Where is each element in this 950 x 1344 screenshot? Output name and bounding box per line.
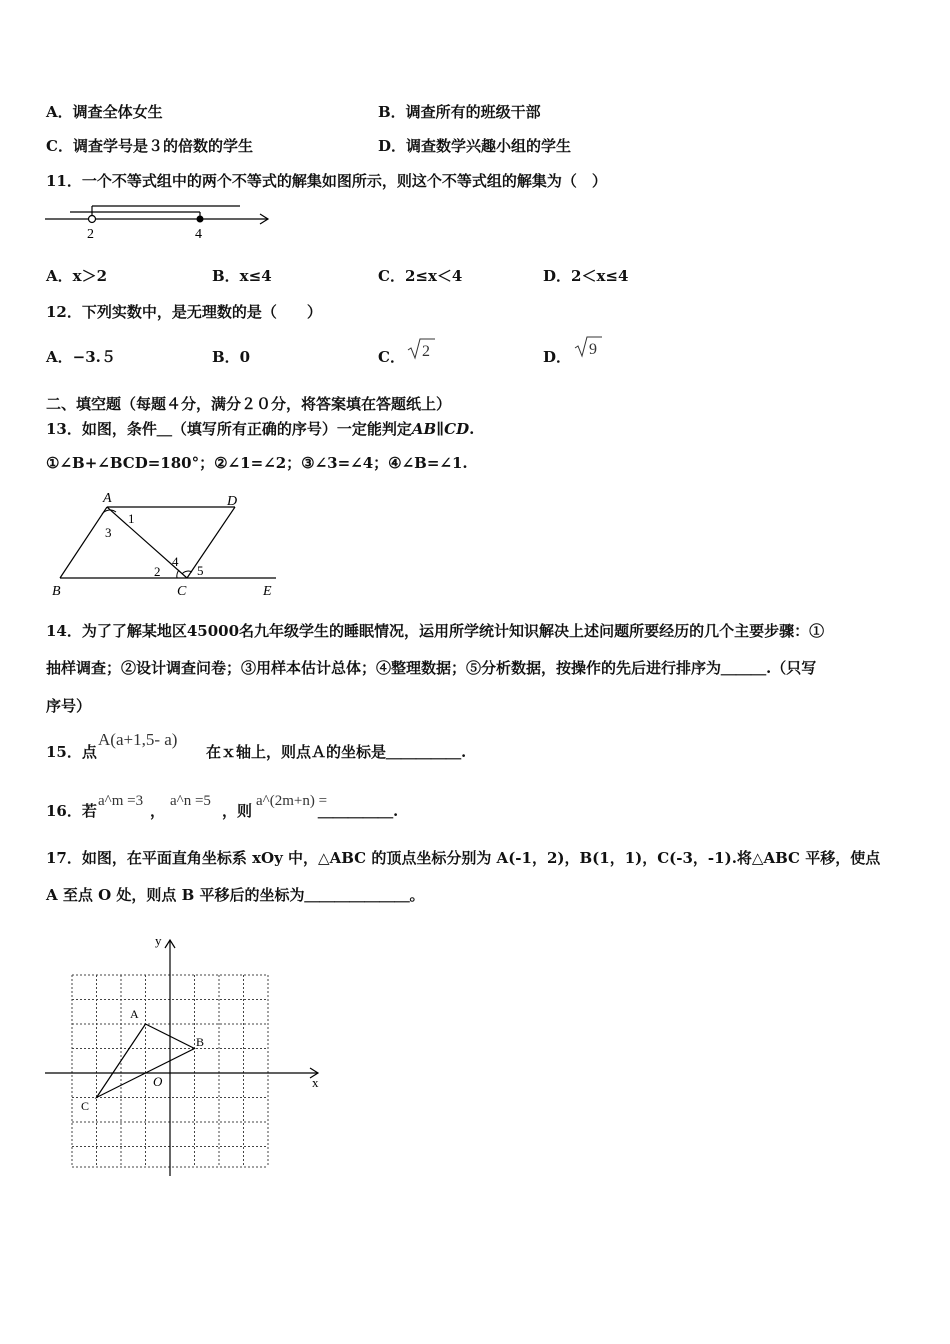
q11-option-c: C．2≤x＜4 (378, 267, 463, 285)
q12-option-d-label: D． (543, 348, 572, 366)
label-A: A (130, 1007, 139, 1021)
q12-stem: 12．下列实数中，是无理数的是（ ） (46, 303, 322, 321)
svg-text:2: 2 (422, 343, 430, 360)
q12-option-a: A．−3.５ (46, 348, 116, 366)
y-axis-label: y (155, 933, 162, 948)
label-B: B (196, 1035, 205, 1049)
q16-expr-3: a^(2m+n) = (256, 793, 328, 809)
q17-coordinate-grid (40, 928, 330, 1180)
label-2: 2 (87, 227, 94, 242)
svg-text:9: 9 (589, 341, 597, 358)
q11-stem: 11．一个不等式组中的两个不等式的解集如图所示，则这个不等式组的解集为（ ） (46, 172, 607, 190)
label-A: A (103, 491, 112, 506)
q14-line-2: 抽样调查；②设计调查问卷；③用样本估计总体；④整理数据；⑤分析数据，按操作的先后进行排序为＿＿＿.（只写 (46, 659, 817, 677)
label-D: D (227, 494, 238, 509)
q15-post: 在ｘ轴上，则点Ａ的坐标是＿＿＿＿＿. (206, 743, 467, 761)
q11-option-a: A．x＞2 (46, 267, 108, 285)
q13-stem: 13．如图，条件＿（填写所有正确的序号）一定能判定AB∥CD. (46, 420, 475, 438)
q14-line-3: 序号） (46, 697, 92, 715)
q17-line-1: 17．如图，在平面直角坐标系 xOy 中，△ABC 的顶点坐标分别为 A(-1，2)，B(1，1)，C(-3，-1).将△ABC 平移，使点 (46, 849, 881, 867)
q17-line-2: A 至点 O 处，则点 B 平移后的坐标为＿＿＿＿＿＿＿。 (46, 886, 425, 904)
q13-conditions: ①∠B+∠BCD=180°；②∠1=∠2；③∠3=∠4；④∠B=∠1. (46, 454, 468, 472)
q16-blank: ＿＿＿＿＿. (318, 802, 399, 820)
section-2-heading: 二、填空题（每题４分，满分２０分，将答案填在答题纸上） (46, 395, 452, 413)
line-AB (60, 507, 107, 578)
q12-option-c-label: C． (378, 348, 405, 366)
angle-1: 1 (128, 511, 135, 526)
sqrt-2 (406, 336, 436, 362)
q16-mid: ，则 (222, 802, 253, 820)
closed-point-4 (197, 216, 204, 223)
q16-sep: ， (150, 802, 166, 820)
label-E: E (263, 584, 272, 599)
angle-3: 3 (105, 525, 112, 540)
q11-option-d: D．2＜x≤4 (543, 267, 629, 285)
label-C: C (81, 1099, 90, 1113)
q11-option-b: B．x≤4 (212, 267, 272, 285)
q10-option-a: A．调查全体女生 (46, 103, 163, 121)
sqrt-9 (573, 334, 603, 360)
q16-expr-1: a^m =3 (98, 793, 144, 809)
q10-option-d: D．调查数学兴趣小组的学生 (378, 137, 572, 155)
origin-label: O (153, 1074, 163, 1089)
q13-figure (44, 488, 284, 600)
q16-expr-2: a^n =5 (170, 793, 211, 809)
angle-5: 5 (197, 563, 204, 578)
q10-option-b: B．调查所有的班级干部 (378, 103, 541, 121)
q15-pre: 15．点 (46, 743, 97, 761)
q15-point-expr: A(a+1,5- a) (98, 730, 178, 749)
angle-4: 4 (172, 554, 179, 569)
q11-number-line (40, 198, 280, 243)
open-point-2 (89, 216, 96, 223)
label-C: C (177, 584, 187, 599)
q16-pre: 16．若 (46, 802, 97, 820)
angle-2: 2 (154, 564, 161, 579)
x-axis-label: x (312, 1075, 319, 1090)
line-DC (187, 507, 235, 578)
q12-option-b: B．0 (212, 348, 251, 366)
label-B: B (52, 584, 61, 599)
q14-line-1: 14．为了了解某地区45000名九年级学生的睡眠情况，运用所学统计知识解决上述问题所要经历的几个主要步骤：① (46, 622, 825, 640)
q10-option-c: C．调查学号是３的倍数的学生 (46, 137, 253, 155)
label-4: 4 (195, 227, 202, 242)
